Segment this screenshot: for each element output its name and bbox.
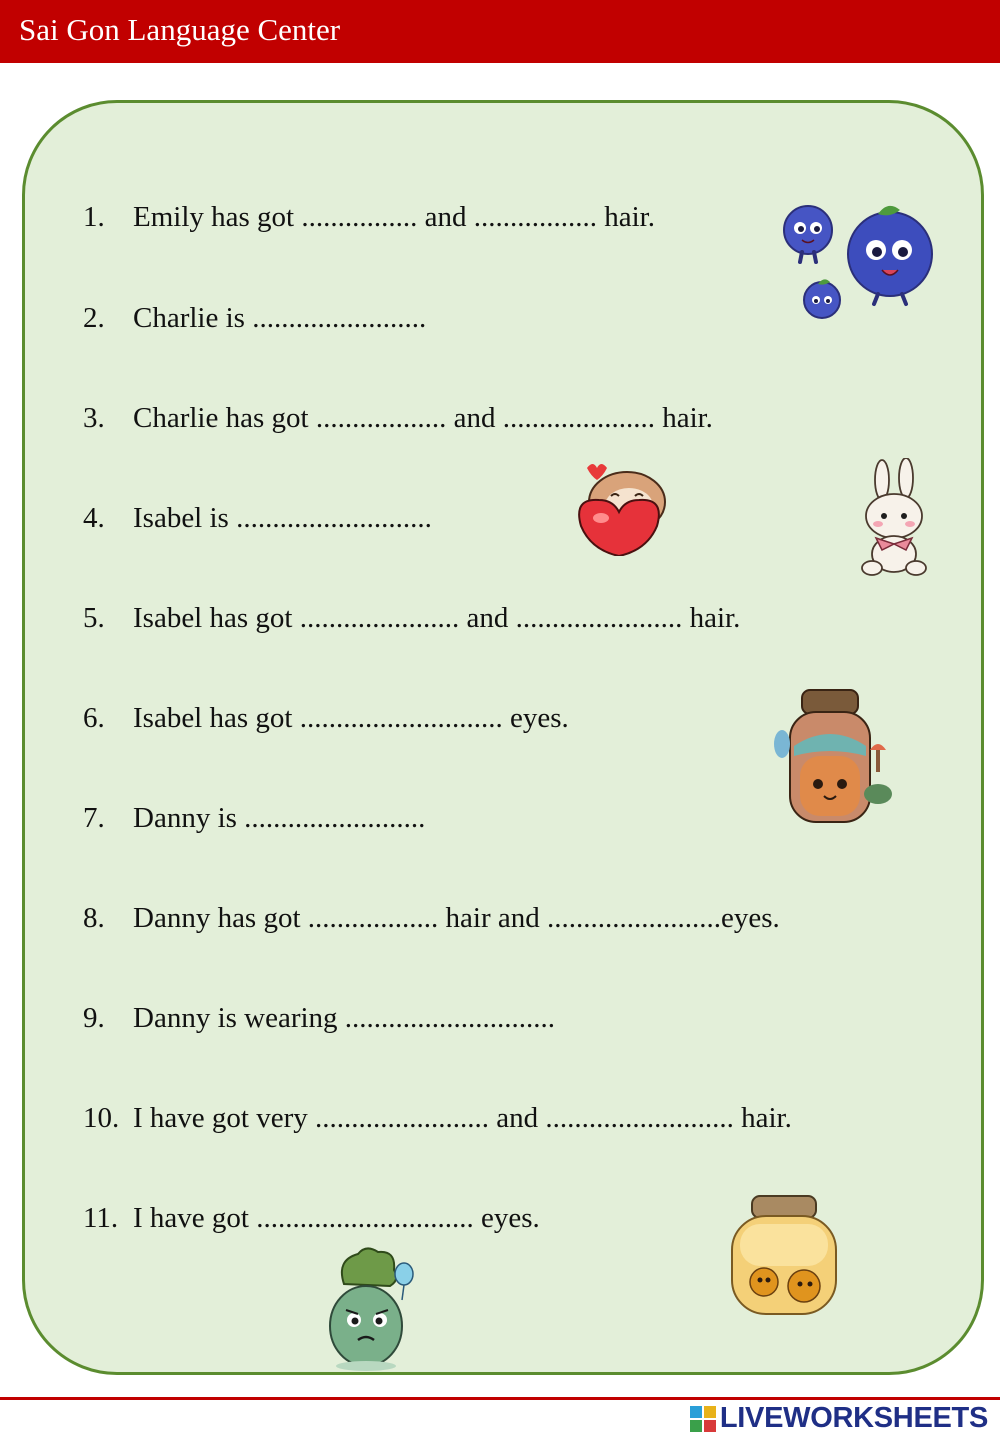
question-text: Isabel has got ...................... and ....................... hair.	[133, 602, 741, 634]
bunny-sticker	[852, 458, 938, 580]
question-text: Danny is .........................	[133, 802, 426, 834]
question-3	[83, 402, 713, 435]
question-number: 3.	[83, 402, 105, 434]
liveworksheets-logo-icon	[690, 1406, 716, 1432]
question-text: Danny has got .................. hair and ........................eyes.	[133, 902, 780, 934]
question-number: 6.	[83, 702, 105, 734]
question-number: 1.	[83, 201, 105, 233]
question-10	[83, 1102, 792, 1135]
question-number: 2.	[83, 302, 105, 334]
question-5	[83, 602, 740, 635]
header-bar	[0, 0, 1000, 63]
green-monster-sticker	[322, 1244, 420, 1372]
question-7	[83, 802, 425, 835]
honey-jar-sticker	[722, 1190, 850, 1320]
question-number: 4.	[83, 502, 105, 534]
question-text: Isabel has got ............................ eyes.	[133, 702, 569, 734]
page-title: Sai Gon Language Center	[19, 12, 341, 47]
question-number: 10.	[83, 1102, 120, 1134]
question-text: Danny is wearing .............................	[133, 1002, 556, 1034]
question-8	[83, 902, 780, 935]
question-text: Emily has got ................ and ................. hair.	[133, 201, 655, 233]
question-number: 8.	[83, 902, 105, 934]
question-2	[83, 302, 426, 335]
dog-with-heart-sticker	[571, 456, 673, 556]
question-number: 5.	[83, 602, 105, 634]
question-text: Charlie is ........................	[133, 302, 427, 334]
liveworksheets-brand[interactable]	[690, 1402, 988, 1435]
question-number: 11.	[83, 1202, 119, 1234]
question-6	[83, 702, 569, 735]
question-text: Charlie has got .................. and ..................... hair.	[133, 402, 713, 434]
question-number: 7.	[83, 802, 105, 834]
question-text: I have got very ........................ and .......................... hair.	[133, 1102, 792, 1134]
question-number: 9.	[83, 1002, 105, 1034]
jar-character-sticker	[770, 684, 902, 828]
brand-name: LIVEWORKSHEETS	[719, 1402, 988, 1434]
question-9	[83, 1002, 555, 1035]
blueberry-characters-sticker	[778, 192, 940, 334]
question-4	[83, 502, 432, 535]
question-text: Isabel is ...........................	[133, 502, 432, 534]
footer-divider	[0, 1397, 1000, 1400]
question-text: I have got .............................. eyes.	[133, 1202, 540, 1234]
question-1	[83, 201, 655, 234]
question-11	[83, 1202, 540, 1235]
